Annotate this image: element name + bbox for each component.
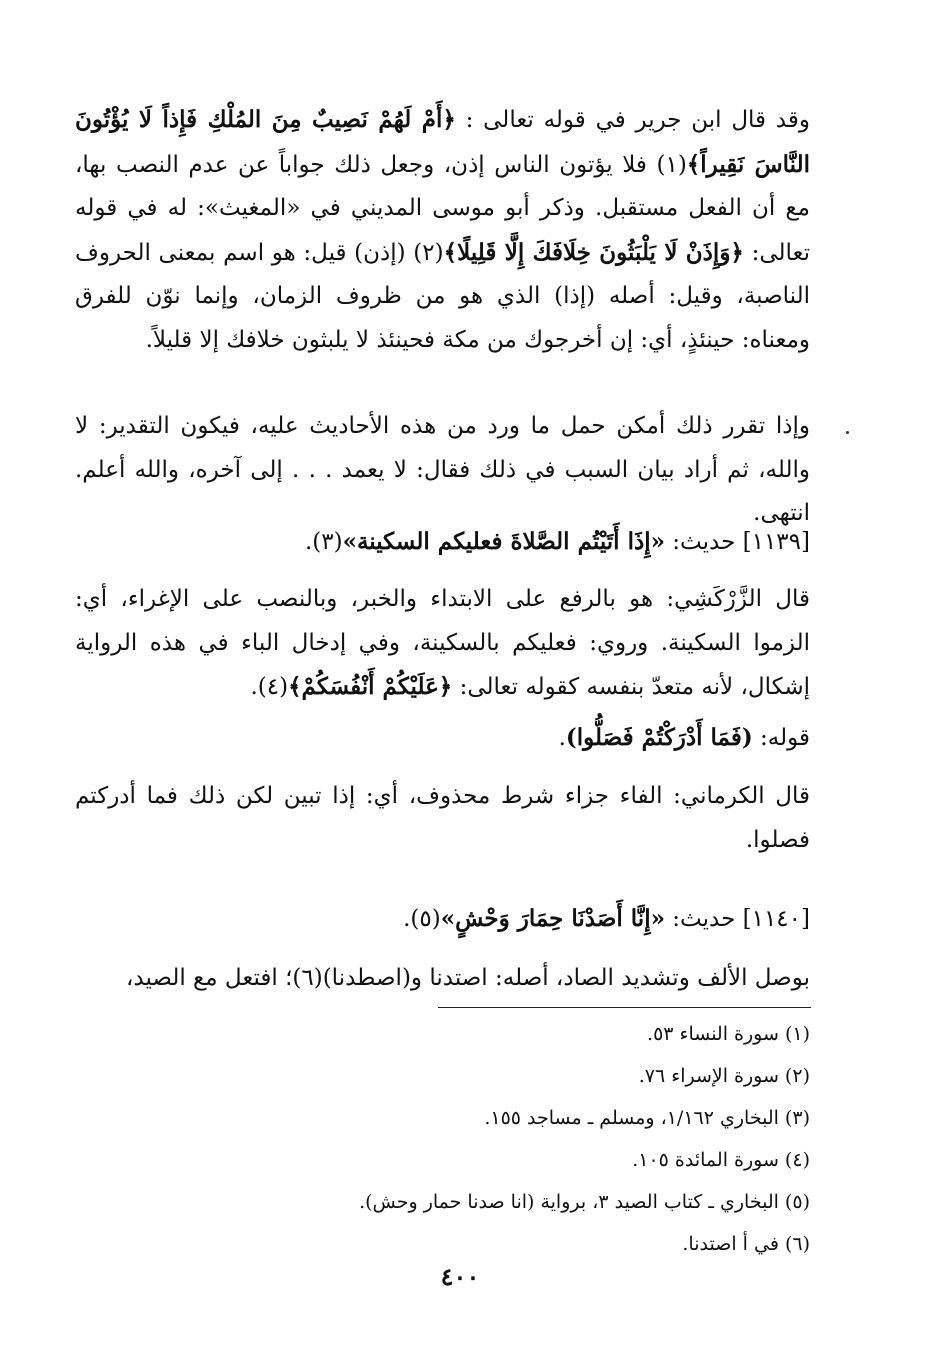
paragraph-1 [75, 98, 810, 362]
paragraph-wasl [75, 957, 810, 1001]
paragraph-kirmani-text: قال الكرماني: الفاء جزاء شرط محذوف، أي: إذا تبين لكن ذلك فما أدركتم فصلوا. [75, 783, 810, 853]
footnote-5: (٥) البخاري ـ كتاب الصيد ٣، برواية (انا صدنا حمار وحش). [359, 1191, 810, 1213]
footnote-4: (٤) سورة المائدة ١٠٥. [632, 1149, 810, 1171]
qawluhu-end: . [558, 725, 566, 751]
hadith-text-1140: «إِنَّا أَصَدْنَا حِمَارَ وَحْشٍ» [440, 905, 665, 932]
paragraph-1-text-c: (٢) (إذن) قيل: هو اسم بمعنى الحروف الناصبة، وقيل: أصله (إذا) الذي هو من ظروف الزمان، وإنما نوّن للفرق ومعناه: حينئذٍ، أي: إن أخرجوك من مكة فحينئذ لا يلبثون خلافك إلا قليلاً. [75, 239, 810, 353]
hadith-heading-1139 [75, 520, 810, 565]
footnote-2: (٢) سورة الإسراء ٧٦. [638, 1065, 810, 1087]
paragraph-zarkashi-text: قال الزَّرْكَشِي: هو بالرفع على الابتداء والخبر، وبالنصب على الإغراء، أي: الزموا السكينة. وروي: فعليكم بالسكينة، وفي إدخال الباء في هذه الرواية إشكال، لأنه متعدّ بنفسه كقوله تعالى: [75, 586, 810, 700]
page-number: ٤٠٠ [440, 1262, 480, 1291]
hadith-number-1140: [١١٤٠] حديث: [664, 906, 810, 932]
quran-quote-3: ﴿عَلَيْكُمْ أَنْفُسَكُمْ﴾ [288, 673, 453, 700]
hadith-number-1139: [١١٣٩] حديث: [664, 529, 810, 555]
paragraph-zarkashi [75, 578, 810, 710]
hadith-ref-1140: (٥). [403, 906, 441, 932]
margin-dot [846, 431, 849, 434]
paragraph-2 [75, 405, 810, 536]
hadith-heading-1140 [75, 897, 810, 942]
paragraph-wasl-text: بوصل الألف وتشديد الصاد، أصله: اصتدنا و(اصطدنا)(٦)؛ افتعل مع الصيد، [125, 965, 810, 991]
footnotes [250, 1013, 810, 1265]
qawluhu-quote: (فَمَا أَدْرَكْتُمْ فَصَلُّوا) [565, 724, 753, 751]
paragraph-zarkashi-ref: (٤). [250, 674, 289, 700]
footnote-3: (٣) البخاري ١/١٦٢، ومسلم ـ مساجد ١٥٥. [484, 1107, 810, 1129]
quran-quote-2: ﴿وَإِذَنْ لَا يَلْبَثُونَ خِلَافَكَ إِلَّا قَلِيلًا﴾ [443, 238, 744, 266]
qawluhu-label: قوله: [752, 725, 810, 751]
paragraph-1-text-a: وقد قال ابن جرير في قوله تعالى : [455, 107, 810, 133]
footnote-1: (١) سورة النساء ٥٣. [647, 1023, 810, 1045]
paragraph-qawluhu [75, 716, 810, 761]
paragraph-kirmani [75, 775, 810, 862]
hadith-text-1139: «إِذَا أَتَيْتُم الصَّلاةَ فعليكم السكينة» [342, 528, 665, 555]
hadith-ref-1139: (٣). [304, 529, 343, 555]
footnote-6: (٦) في أ اصتدنا. [682, 1233, 810, 1255]
footnote-separator [438, 1007, 811, 1008]
paragraph-1-text-b: (١) فلا يؤتون الناس إذن، وجعل ذلك جواباً عن عدم النصب بها، مع أن الفعل مستقبل. وذكر أبو موسى المديني في «المغيث»: له في قوله تعالى: [75, 151, 810, 266]
quran-quote-1: ﴿أَمْ لَهُمْ نَصِيبٌ مِنَ المُلْكِ فَإِذاً لَا يُؤْتُونَ النَّاسَ نَقِيراً﴾ [75, 106, 810, 178]
paragraph-2-text: وإذا تقرر ذلك أمكن حمل ما ورد من هذه الأحاديث عليه، فيكون التقدير: لا والله، ثم أراد بيان السبب في ذلك فقال: لا يعمد . . . إلى آخره، والله أعلم. انتهى. [75, 413, 810, 526]
